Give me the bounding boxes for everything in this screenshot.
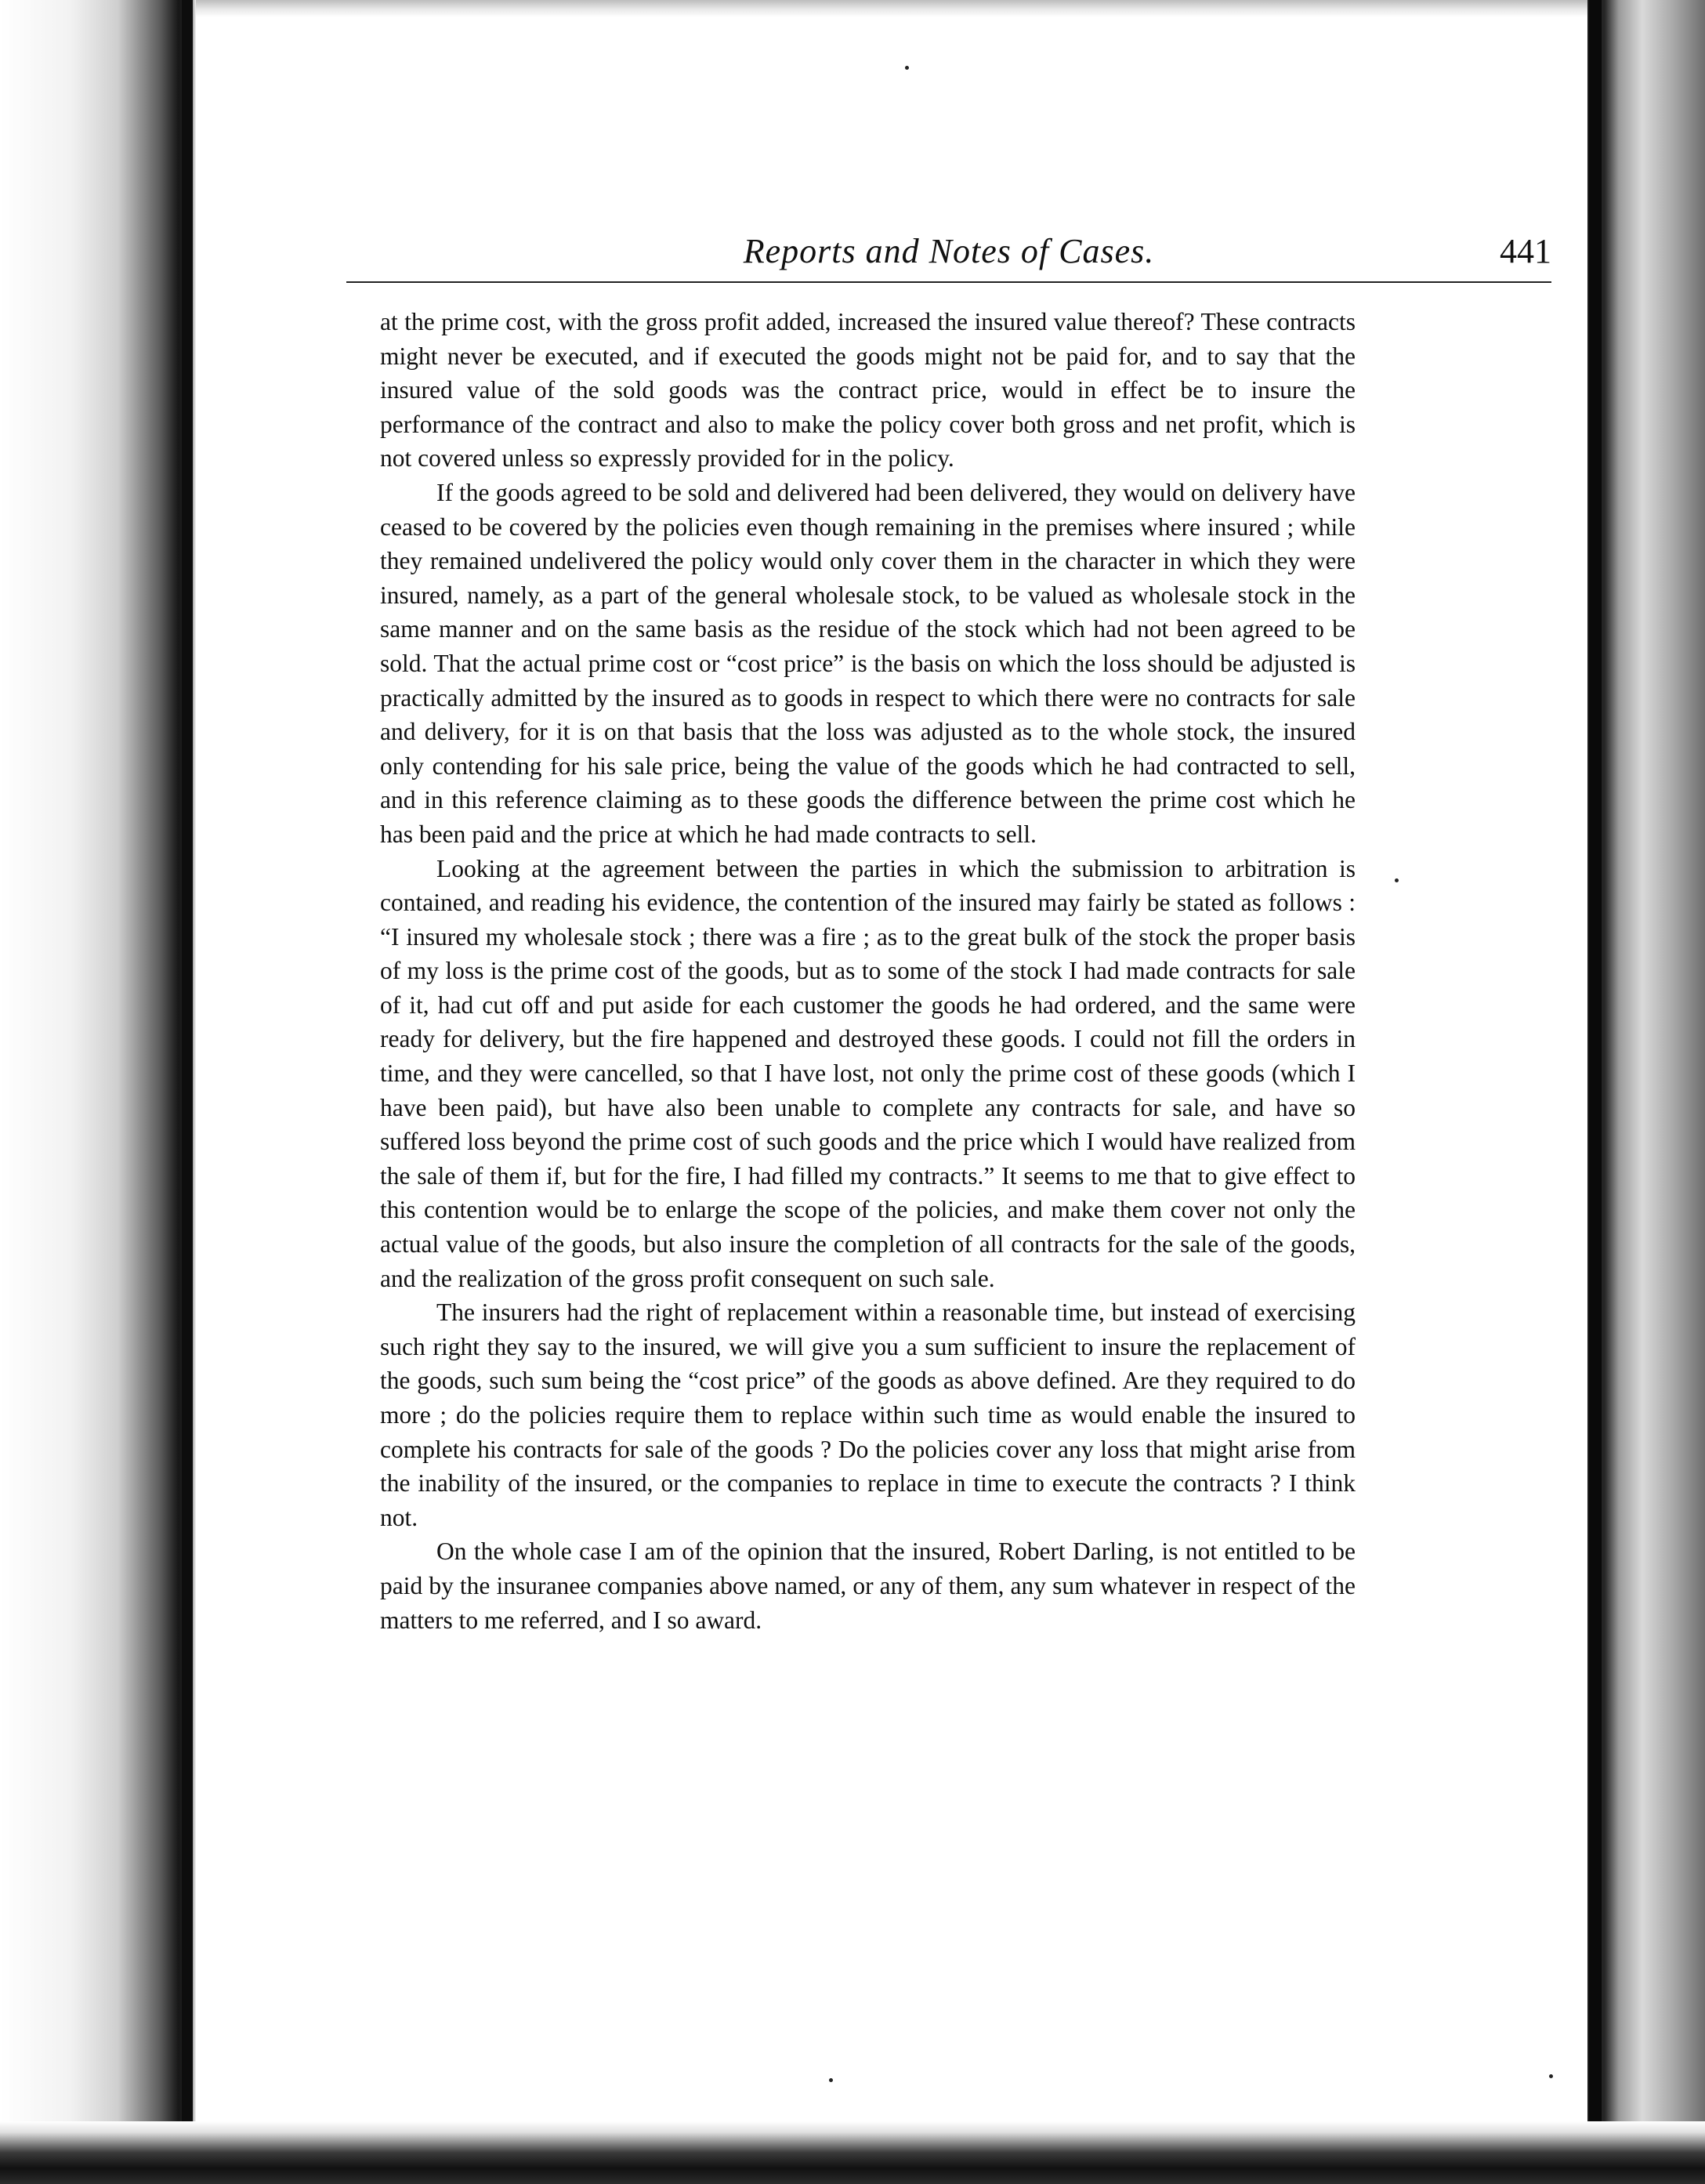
running-header-title: Reports and Notes of Cases. [743,232,1155,270]
book-page [196,17,1587,2121]
book-fore-edge-shadow [1589,0,1602,2184]
body-text [380,305,1356,1637]
scan-speck [905,66,909,70]
paragraph: On the whole case I am of the opinion that the insured, Robert Darling, is not entitled to be paid by the insuranee companies above named, or any of them, any sum whatever in respect of the matters to me referred, and I so award. [380,1537,1356,1634]
header-rule [346,281,1551,283]
page-number: 441 [1500,232,1551,270]
book-gutter-shadow [182,0,193,2184]
scan-edge-bottom [0,2121,1705,2184]
paragraph: If the goods agreed to be sold and delivered had been delivered, they would on delivery have ceased to be covered by the policies even though remaining in the premises where insured ; while they remained undelivered the policy would only cover them in the character in which they were insured, namely, as a part of the general wholesale stock, to be valued as wholesale stock in the same manner and on the same basis as the residue of the stock which had not been agreed to be sold. That the actual prime cost or “cost price” is the basis on which the loss should be adjusted is practically admitted by the insured as to goods in respect to which there were no contracts for sale and delivery, for it is on that basis that the loss was adjusted as to the whole stock, the insured only contending for his sale price, being the value of the goods which he had contracted to sell, and in this reference claiming as to these goods the difference between the prime cost which he has been paid and the price at which he had made contracts to sell. [380,478,1356,848]
scan-speck [829,2078,833,2082]
scan-speck [1395,878,1399,882]
paragraph: Looking at the agreement between the parties in which the submission to arbitration is contained, and reading his evidence, the contention of the insured may fairly be stated as follows : “I insured my wholesale stock ; there was a fire ; as to the great bulk of the stock the proper basis of my loss is the prime cost of the goods, but as to some of the stock I had made contracts for sale of it, had cut off and put aside for each customer the goods he had ordered, and the same were ready for delivery, but the fire happened and destroyed these goods. I could not fill the orders in time, and they were cancelled, so that I have lost, not only the prime cost of these goods (which I have been paid), but have also been unable to complete any contracts for sale, and have so suffered loss beyond the prime cost of such goods and the price which I would have realized from the sale of them if, but for the fire, I had filled my contracts.” It seems to me that to give effect to this contention would be to enlarge the scope of the policies, and make them cover not only the actual value of the goods, but also insure the completion of all contracts for the sale of the goods, and the realization of the gross profit consequent on such sale. [380,854,1356,1292]
scan-edge-right [1587,0,1705,2184]
scan-edge-top [196,0,1587,17]
scan-speck [1549,2074,1553,2078]
running-header [346,217,1551,284]
paragraph: at the prime cost, with the gross profit added, increased the insured value thereof? These contracts might never be executed, and if executed the goods might not be paid for, and to say that the insured value of the sold goods was the contract price, would in effect be to insure the performance of the contract and also to make the policy cover both gross and net profit, which is not covered unless so expressly provided for in the policy. [380,308,1356,473]
paragraph: The insurers had the right of replacement within a reasonable time, but instead of exercising such right they say to the insured, we will give you a sum sufficient to insure the replacement of the goods, such sum being the “cost price” of the goods as above defined. Are they required to do more ; do the policies require them to replace within such time as would enable the insured to complete his contracts for sale of the goods ? Do the policies cover any loss that might arise from the inability of the insured, or the companies to replace in time to execute the contracts ? I think not. [380,1298,1356,1531]
scan-edge-left [0,0,196,2184]
